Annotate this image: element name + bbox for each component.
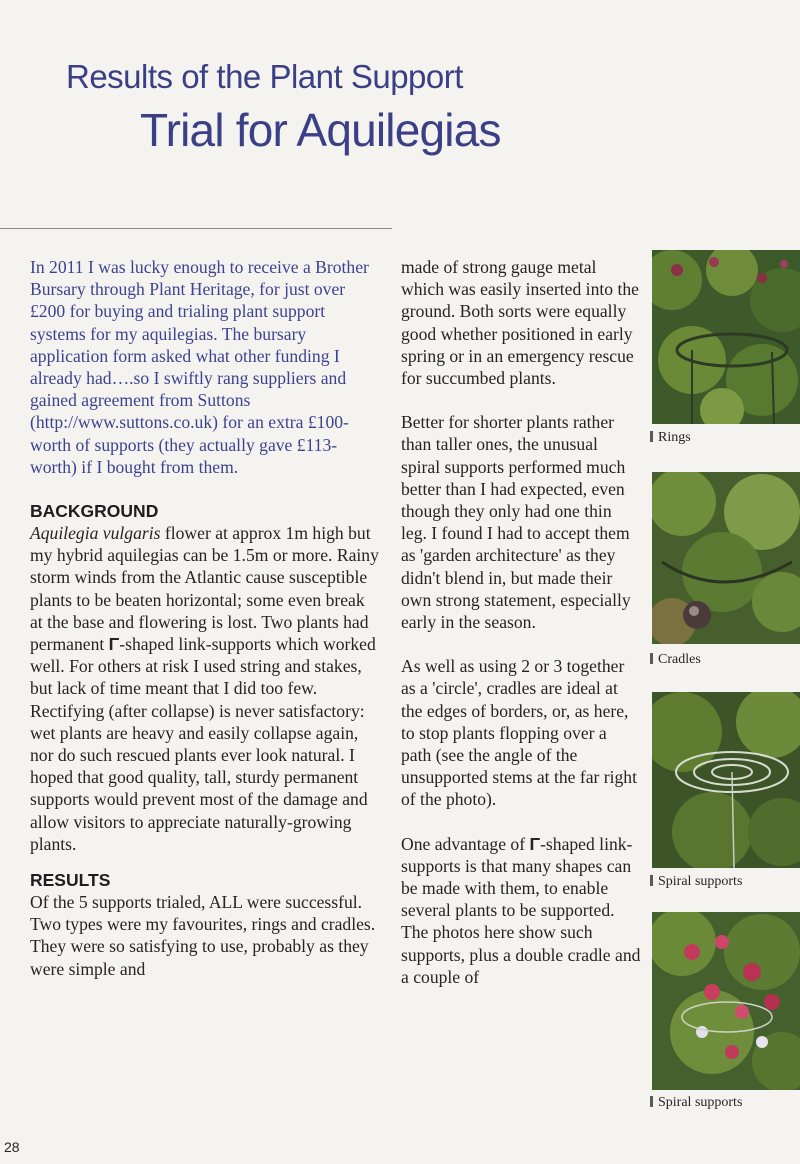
- title-line-1: Results of the Plant Support: [66, 58, 463, 95]
- link-support-icon: Γ: [108, 634, 120, 655]
- intro-paragraph: In 2011 I was lucky enough to receive a Brother Bursary through Plant Heritage, for just over £200 for buying and trialing plant support systems for my aquilegias. The bursary application form asked what other funding I already had….so I swiftly rang suppliers and gained agreement from Suttons (http://www.suttons.co.uk) for an extra £100-worth of supports (they actually gave £113-worth) if I bought from them.: [30, 257, 369, 477]
- caption-spiral-supports-2: Spiral supports: [650, 1095, 742, 1111]
- background-paragraph-2: Rectifying (after collapse) is never satisfactory: wet plants are heavy and easily collapse again, nor do such rescued plants ever look natural. I hoped that good quality, tall, sturdy permanent supports would prevent most of the damage and allow visitors to appreciate naturally-growing plants.: [30, 700, 368, 854]
- link-support-icon: Γ: [529, 833, 541, 854]
- results-heading: RESULTS: [30, 870, 111, 891]
- photo-cradles: [652, 472, 800, 644]
- title-line-2: Trial for Aquilegias: [140, 104, 501, 156]
- photo-spiral-supports-1: [652, 692, 800, 868]
- photo-spiral-supports-2: [652, 912, 800, 1090]
- column2-paragraph-2: Better for shorter plants rather than taller ones, the unusual spiral supports performed much better than I had expected, even though they only had one thin leg. I found I had to accept them as 'garden architecture' as they didn't blend in, but made their own strong statement, especially early in the season.: [401, 412, 631, 633]
- header-divider: [0, 228, 392, 229]
- caption-bar: [650, 431, 653, 442]
- page-number: 28: [4, 1139, 20, 1155]
- column2-text-b: -shaped link-supports is that many shapes can be made with them, to enable several plants to be supported. The photos here show such supports, plus a double cradle and a couple of: [401, 833, 641, 987]
- caption-bar: [650, 875, 653, 886]
- article-column-1: [30, 256, 380, 980]
- caption-bar: [650, 1096, 653, 1107]
- photo-rings: [652, 250, 800, 424]
- column2-paragraph-1: made of strong gauge metal which was easily inserted into the ground. Both sorts were equally good whether positioned in early spring or in an emergency rescue for succumbed plants.: [401, 257, 639, 389]
- column2-text-a: One advantage of: [401, 833, 530, 854]
- background-paragraph-1: [30, 522, 380, 700]
- results-paragraph: Of the 5 supports trialed, ALL were successful. Two types were my favourites, rings and cradles. They were so satisfying to use, probably as they were simple and: [30, 892, 376, 979]
- background-heading: BACKGROUND: [30, 501, 159, 522]
- caption-rings: Rings: [650, 430, 691, 446]
- caption-cradles: Cradles: [650, 652, 701, 668]
- caption-spiral-supports-1: Spiral supports: [650, 874, 742, 890]
- caption-bar: [650, 653, 653, 664]
- column2-paragraph-4: [401, 833, 641, 988]
- column2-paragraph-3: As well as using 2 or 3 together as a 'circle', cradles are ideal at the edges of borders, or, as here, to stop plants flopping over a path (see the angle of the unsupported stems at the far right of the photo).: [401, 656, 637, 810]
- article-column-2: [401, 256, 641, 988]
- background-text-b: -shaped link-supports which worked well. For others at risk I used string and stakes, but lack of time meant that I did too few.: [30, 634, 376, 699]
- background-text-a: flower at approx 1m high but my hybrid aquilegias can be 1.5m or more. Rainy storm winds from the Atlantic cause susceptible plants to be beaten horizontal; some even break at the base and flowering is lost. Two plants had permanent: [30, 523, 379, 655]
- species-name: Aquilegia vulgaris: [30, 523, 161, 544]
